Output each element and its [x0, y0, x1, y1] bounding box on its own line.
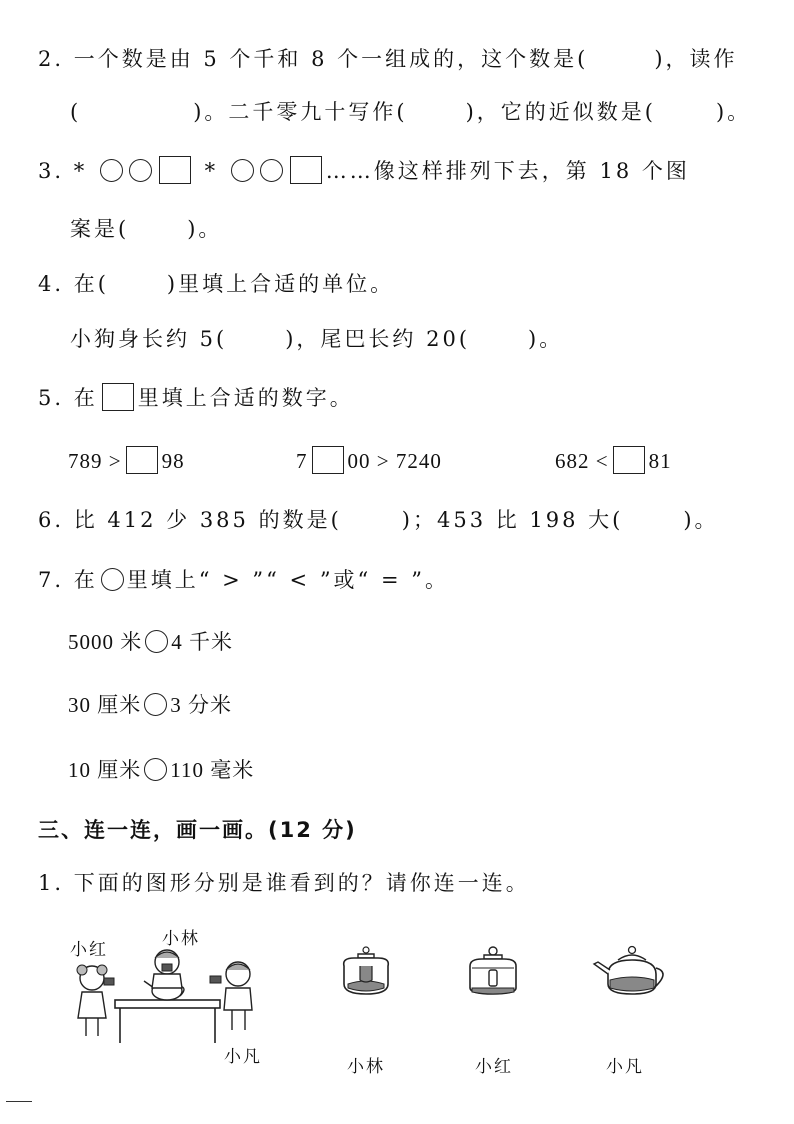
- view3-label: 小凡: [606, 1057, 644, 1077]
- table-top: [115, 1000, 220, 1008]
- circle-shape: [129, 159, 152, 182]
- circle-shape: [260, 159, 283, 182]
- circle-icon: [101, 568, 124, 591]
- digit-box[interactable]: [312, 446, 344, 474]
- q7-compare2: 30 厘米 3 分米: [68, 693, 232, 717]
- circle-shape: [100, 159, 123, 182]
- name-xiaofan: 小凡: [224, 1047, 262, 1067]
- q3-line1: 3. * * ……像这样排列下去，第 18 个图: [38, 156, 690, 186]
- page-edge-mark: [6, 1101, 32, 1102]
- section3-title: 三、连一连，画一画。(12 分): [38, 818, 357, 842]
- child-xiaolin: [152, 950, 182, 988]
- scene-illustration: [70, 948, 270, 1048]
- star-symbol: *: [73, 159, 88, 183]
- teapot-view-front-icon[interactable]: [336, 944, 396, 1000]
- q5-expr2: 7 00 > 7240: [296, 446, 442, 476]
- q4-line1: 4. 在( )里填上合适的单位。: [38, 272, 395, 296]
- name-xiaolin: 小林: [162, 929, 200, 949]
- compare-circle[interactable]: [144, 693, 167, 716]
- q6-line: 6. 比 412 少 385 的数是( )；453 比 198 大( )。: [38, 508, 719, 532]
- q2-line1: 2. 一个数是由 5 个千和 8 个一组成的，这个数是( )，读作: [38, 47, 738, 71]
- q4-line2: 小狗身长约 5( )，尾巴长约 20( )。: [70, 327, 564, 351]
- q5-line1: 5. 在 里填上合适的数字。: [38, 383, 354, 413]
- q5-expr1: 789 > 98: [68, 446, 185, 476]
- q7-line1: 7. 在 里填上“ > ”“ < ”或“ = ”。: [38, 568, 449, 592]
- q7-compare1: 5000 米 4 千米: [68, 630, 233, 654]
- s3q1-text: 1. 下面的图形分别是谁看到的？请你连一连。: [38, 871, 530, 895]
- teapot-view-profile-icon[interactable]: [590, 944, 672, 1000]
- view2-label: 小红: [475, 1057, 513, 1077]
- q7-compare3: 10 厘米 110 毫米: [68, 758, 255, 782]
- name-xiaohong: 小红: [70, 940, 108, 960]
- box-icon: [102, 383, 134, 411]
- square-shape: [290, 156, 322, 184]
- child-xiaohong: [77, 965, 114, 1036]
- digit-box[interactable]: [126, 446, 158, 474]
- square-shape: [159, 156, 191, 184]
- digit-box[interactable]: [613, 446, 645, 474]
- q5-expr3: 682 < 81: [555, 446, 672, 476]
- q3-line2: 案是( )。: [70, 217, 223, 241]
- compare-circle[interactable]: [145, 630, 168, 653]
- compare-circle[interactable]: [144, 758, 167, 781]
- q2-line2: ( )。二千零九十写作( )，它的近似数是( )。: [70, 100, 752, 124]
- teapot-view-side-icon[interactable]: [462, 944, 524, 1000]
- child-xiaofan: [210, 962, 252, 1030]
- view1-label: 小林: [347, 1057, 385, 1077]
- circle-shape: [231, 159, 254, 182]
- star-symbol: *: [204, 159, 219, 183]
